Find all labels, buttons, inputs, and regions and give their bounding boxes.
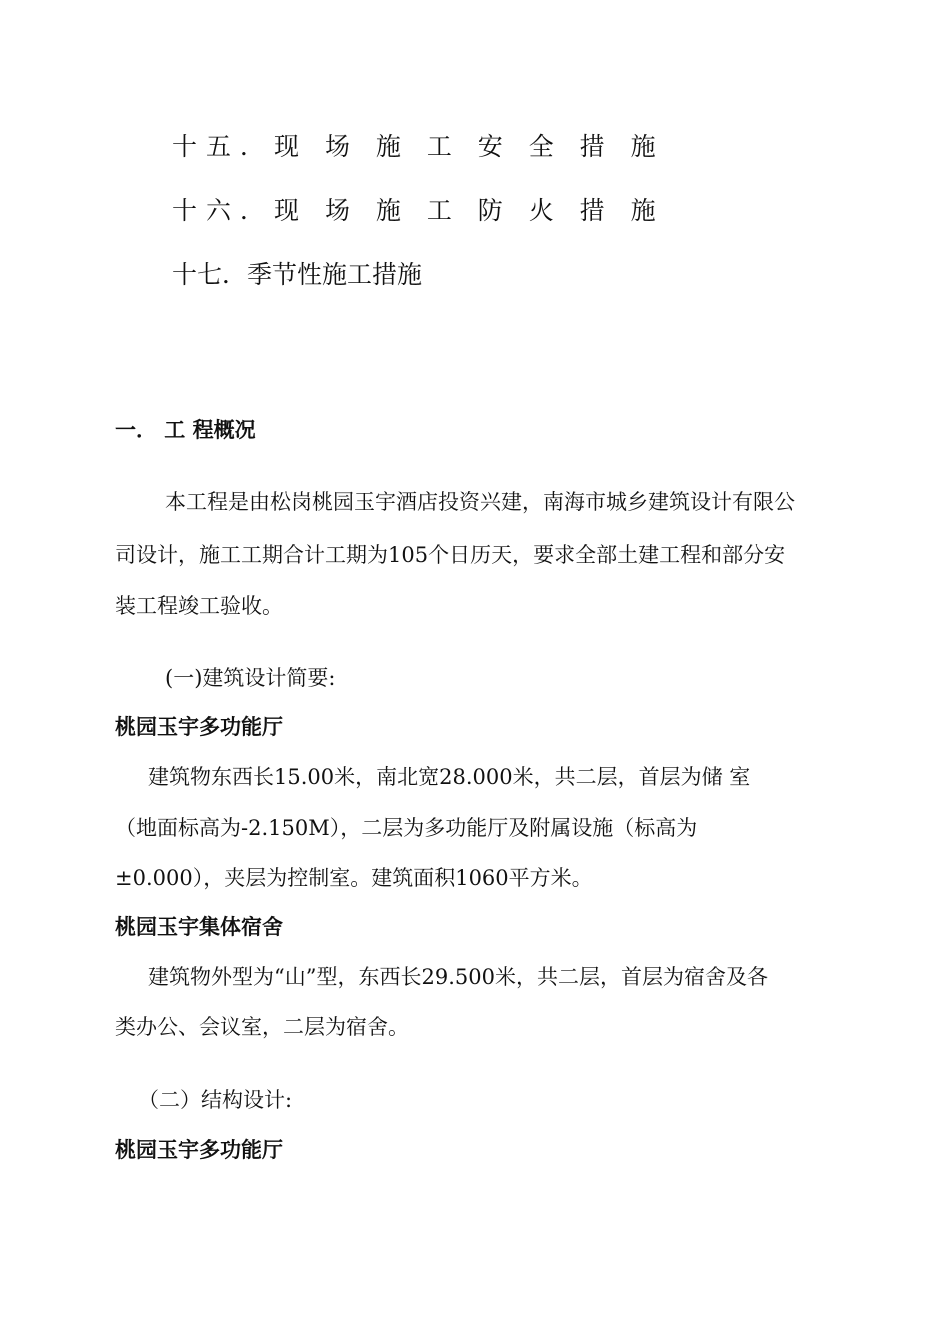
subsection-struct-design: （二）结构设计: [138, 1088, 293, 1112]
intro-line-2: 司设计，施工工期合计工期为105个日历天，要求全部土建工程和部分安 [115, 543, 786, 567]
dorm-line-1: 建筑物外型为“山”型，东西长29.500米，共二层，首层为宿舍及各 [148, 965, 768, 989]
dorm-line-2: 类办公、会议室，二层为宿舍。 [115, 1015, 409, 1039]
toc-item-16: 十六．现 场 施 工 防 火 措 施 [172, 196, 665, 225]
hall-title: 桃园玉宇多功能厅 [115, 715, 283, 739]
subsection-arch-design: (一)建筑设计简要: [165, 666, 336, 690]
toc-item-17: 十七．季节性施工措施 [172, 260, 423, 289]
intro-line-3: 装工程竣工验收。 [115, 594, 283, 618]
intro-line-1: 本工程是由松岗桃园玉宇酒店投资兴建，南海市城乡建筑设计有限公 [165, 490, 795, 514]
hall-line-3: ±0.000），夹层为控制室。建筑面积1060平方米。 [115, 866, 593, 890]
hall-line-1: 建筑物东西长15.00米，南北宽28.000米，共二层，首层为储 室 [148, 765, 751, 789]
struct-hall-title: 桃园玉宇多功能厅 [115, 1138, 283, 1162]
section-heading-overview: 一． 工 程概况 [115, 418, 256, 442]
hall-line-2: （地面标高为-2.150M），二层为多功能厅及附属设施（标高为 [115, 816, 698, 840]
toc-item-15: 十五．现 场 施 工 安 全 措 施 [172, 132, 665, 161]
dorm-title: 桃园玉宇集体宿舍 [115, 915, 283, 939]
